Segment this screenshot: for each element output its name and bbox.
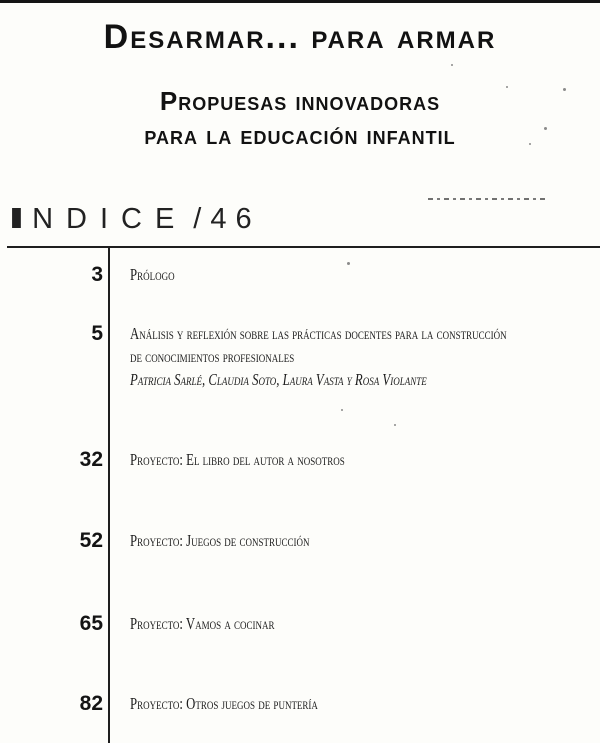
index-heading-rest: NDICE bbox=[32, 203, 188, 235]
page-number: 52 bbox=[79, 529, 103, 552]
entry-text bbox=[130, 448, 416, 471]
toc-rule-horizontal bbox=[7, 246, 600, 248]
toc-entry bbox=[0, 448, 600, 471]
scan-speckle bbox=[506, 86, 508, 88]
entry-title-line: Proyecto: Vamos a cocinar bbox=[130, 614, 275, 633]
entry-title-line: Proyecto: Otros juegos de puntería bbox=[130, 694, 318, 713]
toc-entry bbox=[0, 263, 600, 286]
page-number: 82 bbox=[79, 692, 103, 715]
entry-title-line: de conocimientos profesionales bbox=[130, 347, 295, 366]
top-border-rule bbox=[0, 0, 600, 3]
entry-title-line: Análisis y reflexión sobre las prácticas docentes para la construcción bbox=[130, 324, 507, 343]
toc-entry bbox=[0, 612, 600, 635]
index-heading bbox=[8, 203, 261, 237]
index-heading-initial: I bbox=[8, 203, 25, 235]
index-page-ref: /46 bbox=[193, 203, 261, 235]
toc-entry bbox=[0, 322, 600, 391]
entry-title-line: Proyecto: El libro del autor a nosotros bbox=[130, 450, 345, 469]
page-number: 65 bbox=[79, 612, 103, 635]
entry-text bbox=[130, 692, 381, 715]
book-title: Desarmar... para armar bbox=[103, 18, 497, 56]
page-number: 32 bbox=[79, 448, 103, 471]
scan-speckle bbox=[529, 143, 531, 145]
scan-artifact-dashes bbox=[428, 198, 548, 200]
entry-authors: Patricia Sarlé, Claudia Soto, Laura Vasta y Rosa Violante bbox=[130, 370, 427, 389]
entry-text bbox=[130, 529, 369, 552]
entry-text bbox=[130, 322, 600, 391]
page-number: 5 bbox=[91, 322, 103, 345]
scan-speckle bbox=[563, 88, 566, 91]
entry-title-line: Proyecto: Juegos de construcción bbox=[130, 531, 310, 550]
entry-text bbox=[130, 612, 323, 635]
scan-speckle bbox=[341, 409, 343, 411]
toc-entry bbox=[0, 529, 600, 552]
page-number: 3 bbox=[91, 263, 103, 286]
book-subtitle bbox=[0, 84, 600, 152]
book-subtitle-line-1: Propuesas innovadoras bbox=[159, 86, 441, 116]
scan-speckle bbox=[451, 64, 453, 66]
book-subtitle-line-2: para la educación infantil bbox=[144, 120, 456, 150]
scan-speckle bbox=[394, 424, 396, 426]
entry-title-line: Prólogo bbox=[130, 265, 175, 284]
entry-text bbox=[130, 263, 189, 286]
scan-speckle bbox=[544, 127, 547, 130]
toc-entry bbox=[0, 692, 600, 715]
